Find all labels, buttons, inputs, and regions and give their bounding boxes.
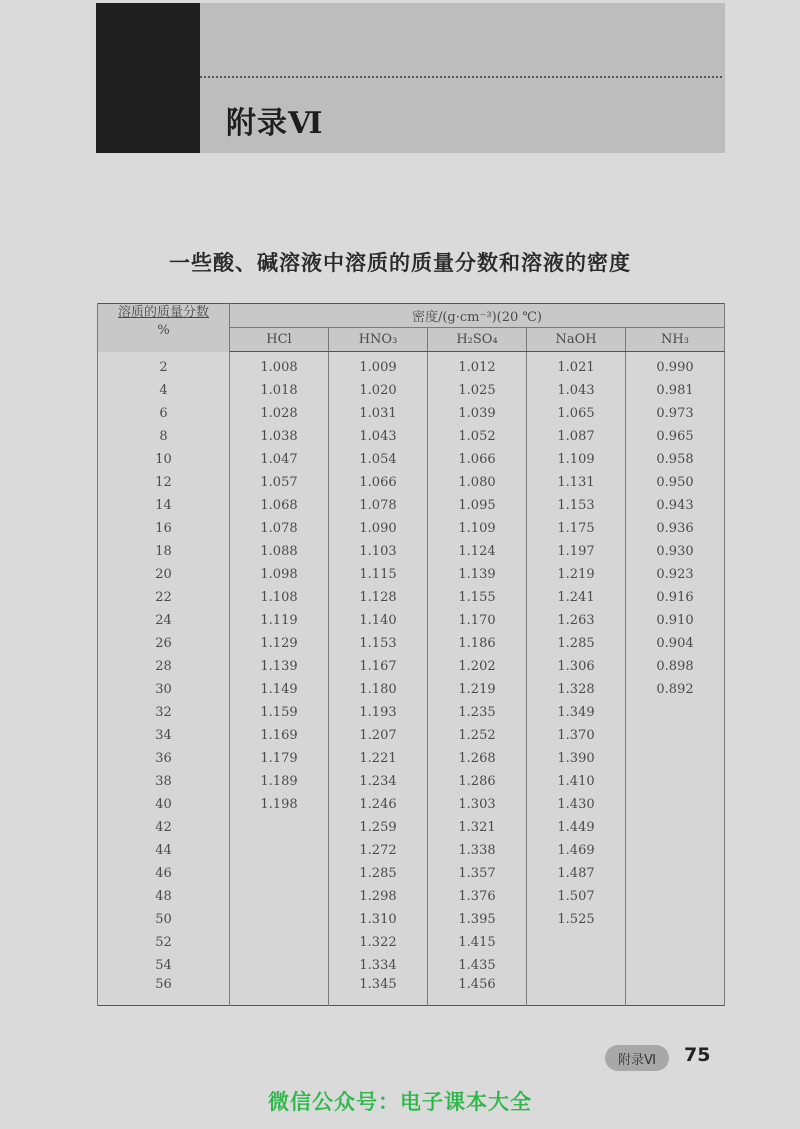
density-cell: 1.357 xyxy=(428,862,527,885)
density-cell xyxy=(230,908,329,931)
density-cell: 1.219 xyxy=(527,563,626,586)
table-row xyxy=(98,540,725,563)
density-cell: 0.892 xyxy=(626,678,725,701)
density-cell: 1.487 xyxy=(527,862,626,885)
density-cell: 1.047 xyxy=(230,448,329,471)
density-cell: 1.054 xyxy=(329,448,428,471)
density-cell: 1.180 xyxy=(329,678,428,701)
density-cell: 1.109 xyxy=(527,448,626,471)
density-cell: 1.066 xyxy=(329,471,428,494)
stub-unit: % xyxy=(157,323,170,338)
density-cell: 1.052 xyxy=(428,425,527,448)
density-cell: 1.025 xyxy=(428,379,527,402)
density-cell: 1.507 xyxy=(527,885,626,908)
density-cell xyxy=(626,816,725,839)
density-cell: 1.095 xyxy=(428,494,527,517)
density-cell xyxy=(626,701,725,724)
mass-fraction-cell: 32 xyxy=(98,701,230,724)
density-cell: 1.057 xyxy=(230,471,329,494)
table-row xyxy=(98,471,725,494)
density-cell: 0.898 xyxy=(626,655,725,678)
density-cell: 0.965 xyxy=(626,425,725,448)
mass-fraction-cell: 30 xyxy=(98,678,230,701)
density-cell: 1.140 xyxy=(329,609,428,632)
table-row xyxy=(98,609,725,632)
page-number: 75 xyxy=(684,1044,711,1066)
density-cell: 1.286 xyxy=(428,770,527,793)
density-cell: 1.415 xyxy=(428,931,527,954)
density-cell xyxy=(230,931,329,954)
mass-fraction-cell: 20 xyxy=(98,563,230,586)
density-cell: 1.449 xyxy=(527,816,626,839)
density-cell xyxy=(230,977,329,1006)
density-cell xyxy=(626,977,725,1006)
density-cell: 0.930 xyxy=(626,540,725,563)
density-cell: 1.115 xyxy=(329,563,428,586)
density-cell: 1.012 xyxy=(428,352,527,380)
density-cell xyxy=(626,885,725,908)
stub-header xyxy=(98,304,230,352)
mass-fraction-cell: 44 xyxy=(98,839,230,862)
density-cell: 1.469 xyxy=(527,839,626,862)
density-cell: 0.990 xyxy=(626,352,725,380)
density-cell: 1.088 xyxy=(230,540,329,563)
density-cell: 1.129 xyxy=(230,632,329,655)
density-cell: 1.328 xyxy=(527,678,626,701)
density-cell: 0.916 xyxy=(626,586,725,609)
density-cell: 1.241 xyxy=(527,586,626,609)
mass-fraction-cell: 4 xyxy=(98,379,230,402)
density-cell: 1.087 xyxy=(527,425,626,448)
column-header: HNO₃ xyxy=(329,328,428,352)
density-table xyxy=(97,303,725,1006)
mass-fraction-cell: 16 xyxy=(98,517,230,540)
mass-fraction-cell: 34 xyxy=(98,724,230,747)
density-cell: 1.167 xyxy=(329,655,428,678)
density-cell xyxy=(230,862,329,885)
density-cell: 1.525 xyxy=(527,908,626,931)
mass-fraction-cell: 50 xyxy=(98,908,230,931)
density-cell: 1.285 xyxy=(527,632,626,655)
footer-section-label: 附录Ⅵ xyxy=(605,1045,669,1071)
mass-fraction-cell: 14 xyxy=(98,494,230,517)
mass-fraction-cell: 8 xyxy=(98,425,230,448)
column-header: NH₃ xyxy=(626,328,725,352)
density-cell: 1.043 xyxy=(329,425,428,448)
density-cell: 1.259 xyxy=(329,816,428,839)
density-cell: 1.109 xyxy=(428,517,527,540)
density-cell xyxy=(230,885,329,908)
density-cell: 1.298 xyxy=(329,885,428,908)
table-row xyxy=(98,908,725,931)
density-cell: 1.018 xyxy=(230,379,329,402)
density-cell xyxy=(626,770,725,793)
table-row xyxy=(98,724,725,747)
density-cell: 0.943 xyxy=(626,494,725,517)
density-cell: 1.272 xyxy=(329,839,428,862)
table-row xyxy=(98,954,725,977)
mass-fraction-cell: 42 xyxy=(98,816,230,839)
density-cell: 1.456 xyxy=(428,977,527,1006)
table-row xyxy=(98,563,725,586)
density-cell: 1.131 xyxy=(527,471,626,494)
table-row xyxy=(98,770,725,793)
density-cell: 1.338 xyxy=(428,839,527,862)
table-row xyxy=(98,678,725,701)
density-cell xyxy=(626,724,725,747)
density-cell: 1.189 xyxy=(230,770,329,793)
density-cell: 0.958 xyxy=(626,448,725,471)
table-row xyxy=(98,352,725,380)
mass-fraction-cell: 52 xyxy=(98,931,230,954)
density-cell: 1.159 xyxy=(230,701,329,724)
density-cell: 1.108 xyxy=(230,586,329,609)
mass-fraction-cell: 22 xyxy=(98,586,230,609)
table-title: 一些酸、碱溶液中溶质的质量分数和溶液的密度 xyxy=(169,250,631,275)
density-cell: 1.039 xyxy=(428,402,527,425)
mass-fraction-cell: 48 xyxy=(98,885,230,908)
density-cell xyxy=(230,816,329,839)
density-cell: 1.028 xyxy=(230,402,329,425)
density-cell xyxy=(626,931,725,954)
table-row xyxy=(98,379,725,402)
table-row xyxy=(98,402,725,425)
density-cell: 1.310 xyxy=(329,908,428,931)
density-cell: 1.334 xyxy=(329,954,428,977)
table-row xyxy=(98,977,725,1006)
mass-fraction-cell: 28 xyxy=(98,655,230,678)
density-cell: 1.219 xyxy=(428,678,527,701)
table-row xyxy=(98,862,725,885)
appendix-title: 附录Ⅵ xyxy=(226,106,324,141)
table-row xyxy=(98,517,725,540)
density-cell: 1.139 xyxy=(428,563,527,586)
table-row xyxy=(98,701,725,724)
column-header: HCl xyxy=(230,328,329,352)
table-row xyxy=(98,632,725,655)
density-cell: 0.904 xyxy=(626,632,725,655)
density-cell xyxy=(230,839,329,862)
density-cell: 1.221 xyxy=(329,747,428,770)
stub-label: 溶质的质量分数 xyxy=(117,305,209,320)
density-cell: 1.068 xyxy=(230,494,329,517)
density-cell: 1.285 xyxy=(329,862,428,885)
table-row xyxy=(98,586,725,609)
density-cell xyxy=(626,954,725,977)
density-cell: 1.197 xyxy=(527,540,626,563)
density-cell: 1.155 xyxy=(428,586,527,609)
table-row xyxy=(98,839,725,862)
density-cell: 1.098 xyxy=(230,563,329,586)
density-cell: 1.322 xyxy=(329,931,428,954)
density-cell: 1.235 xyxy=(428,701,527,724)
density-cell: 1.043 xyxy=(527,379,626,402)
density-cell: 1.170 xyxy=(428,609,527,632)
mass-fraction-cell: 46 xyxy=(98,862,230,885)
density-cell: 0.936 xyxy=(626,517,725,540)
density-cell xyxy=(527,931,626,954)
density-cell: 1.430 xyxy=(527,793,626,816)
density-cell: 1.198 xyxy=(230,793,329,816)
density-cell: 1.090 xyxy=(329,517,428,540)
density-cell: 1.186 xyxy=(428,632,527,655)
density-cell: 1.103 xyxy=(329,540,428,563)
density-cell: 1.038 xyxy=(230,425,329,448)
table-row xyxy=(98,747,725,770)
density-cell: 1.345 xyxy=(329,977,428,1006)
table-row xyxy=(98,885,725,908)
density-cell: 1.175 xyxy=(527,517,626,540)
density-cell: 1.078 xyxy=(329,494,428,517)
density-cell: 1.321 xyxy=(428,816,527,839)
density-cell: 1.268 xyxy=(428,747,527,770)
density-cell xyxy=(626,747,725,770)
density-cell: 0.910 xyxy=(626,609,725,632)
density-cell: 1.349 xyxy=(527,701,626,724)
density-cell: 1.031 xyxy=(329,402,428,425)
density-cell: 1.193 xyxy=(329,701,428,724)
density-cell: 0.973 xyxy=(626,402,725,425)
table-row xyxy=(98,425,725,448)
density-cell xyxy=(626,793,725,816)
density-cell xyxy=(527,954,626,977)
mass-fraction-cell: 38 xyxy=(98,770,230,793)
density-cell: 1.303 xyxy=(428,793,527,816)
density-cell: 0.923 xyxy=(626,563,725,586)
density-cell: 1.139 xyxy=(230,655,329,678)
density-cell: 1.370 xyxy=(527,724,626,747)
mass-fraction-cell: 36 xyxy=(98,747,230,770)
mass-fraction-cell: 12 xyxy=(98,471,230,494)
density-cell xyxy=(527,977,626,1006)
density-cell: 1.246 xyxy=(329,793,428,816)
density-cell: 0.950 xyxy=(626,471,725,494)
density-cell: 1.078 xyxy=(230,517,329,540)
mass-fraction-cell: 6 xyxy=(98,402,230,425)
header-black-block xyxy=(96,3,200,153)
table-row xyxy=(98,448,725,471)
mass-fraction-cell: 2 xyxy=(98,352,230,380)
table-row xyxy=(98,931,725,954)
table-row xyxy=(98,793,725,816)
mass-fraction-cell: 26 xyxy=(98,632,230,655)
density-cell: 1.179 xyxy=(230,747,329,770)
watermark-text: 微信公众号：电子课本大全 xyxy=(268,1090,532,1114)
density-cell xyxy=(626,862,725,885)
density-cell xyxy=(230,954,329,977)
header-dotted-rule xyxy=(200,76,722,78)
density-cell: 1.065 xyxy=(527,402,626,425)
mass-fraction-cell: 10 xyxy=(98,448,230,471)
density-cell: 1.153 xyxy=(527,494,626,517)
column-header: H₂SO₄ xyxy=(428,328,527,352)
mass-fraction-cell: 40 xyxy=(98,793,230,816)
density-cell: 1.119 xyxy=(230,609,329,632)
density-cell: 1.390 xyxy=(527,747,626,770)
density-cell: 1.306 xyxy=(527,655,626,678)
density-cell: 1.234 xyxy=(329,770,428,793)
density-cell: 1.263 xyxy=(527,609,626,632)
density-cell: 1.153 xyxy=(329,632,428,655)
table-row xyxy=(98,494,725,517)
density-cell: 1.376 xyxy=(428,885,527,908)
mass-fraction-cell: 18 xyxy=(98,540,230,563)
column-header: NaOH xyxy=(527,328,626,352)
table-row xyxy=(98,816,725,839)
density-cell: 0.981 xyxy=(626,379,725,402)
density-cell: 1.128 xyxy=(329,586,428,609)
density-cell: 1.021 xyxy=(527,352,626,380)
density-cell: 1.435 xyxy=(428,954,527,977)
mass-fraction-cell: 56 xyxy=(98,977,230,1006)
density-cell: 1.020 xyxy=(329,379,428,402)
density-cell xyxy=(626,839,725,862)
density-cell: 1.124 xyxy=(428,540,527,563)
density-cell: 1.066 xyxy=(428,448,527,471)
density-cell: 1.410 xyxy=(527,770,626,793)
density-cell xyxy=(626,908,725,931)
density-cell: 1.207 xyxy=(329,724,428,747)
mass-fraction-cell: 24 xyxy=(98,609,230,632)
density-cell: 1.202 xyxy=(428,655,527,678)
mass-fraction-cell: 54 xyxy=(98,954,230,977)
group-header: 密度/(g·cm⁻³)(20 ℃) xyxy=(230,304,725,328)
density-cell: 1.252 xyxy=(428,724,527,747)
density-cell: 1.169 xyxy=(230,724,329,747)
density-cell: 1.008 xyxy=(230,352,329,380)
table-row xyxy=(98,655,725,678)
density-cell: 1.009 xyxy=(329,352,428,380)
density-cell: 1.080 xyxy=(428,471,527,494)
density-cell: 1.149 xyxy=(230,678,329,701)
density-cell: 1.395 xyxy=(428,908,527,931)
